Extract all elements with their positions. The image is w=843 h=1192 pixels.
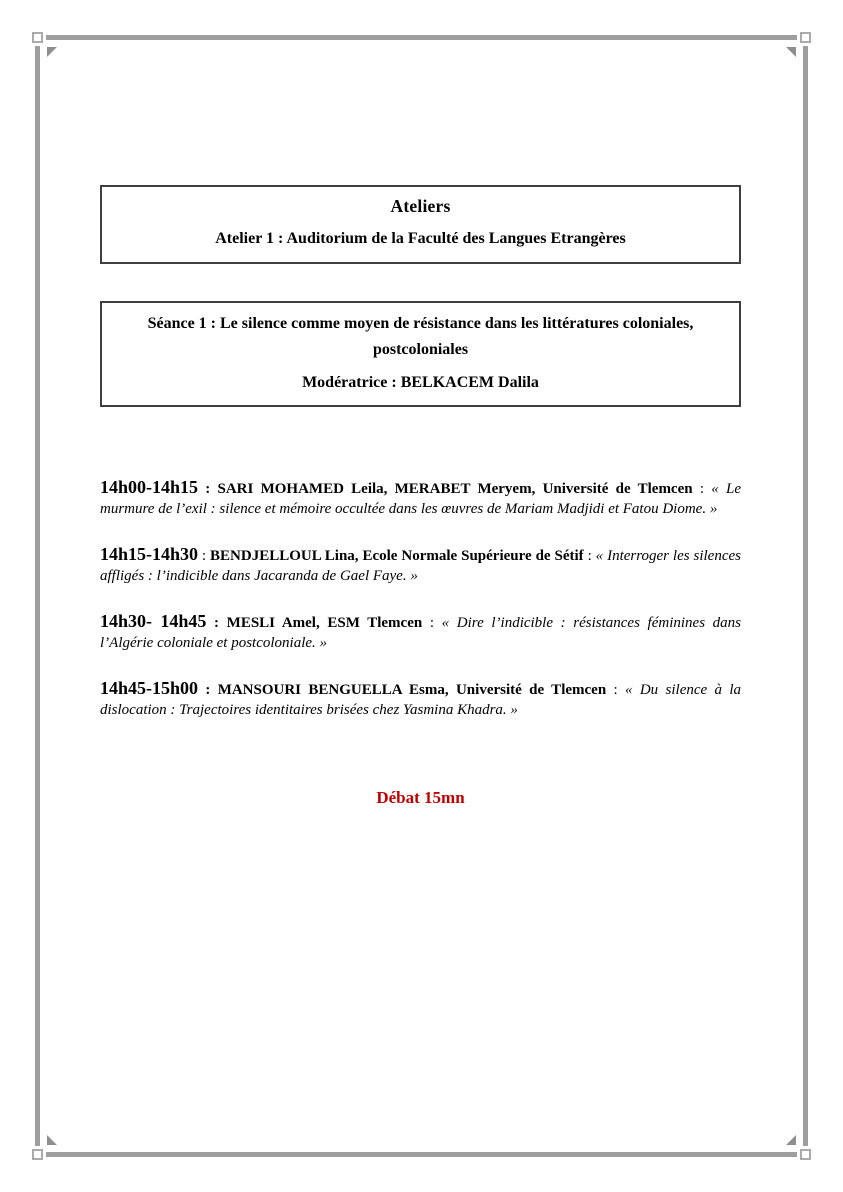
border-corner-triangle-top-left <box>47 47 57 57</box>
ateliers-header-box <box>100 185 741 264</box>
talk-separator: : <box>206 615 227 631</box>
debate-label: Débat 15mn <box>376 788 465 807</box>
talk-separator: : <box>198 481 218 497</box>
border-corner-square-bottom-right <box>800 1149 811 1160</box>
page-border-left <box>35 46 40 1146</box>
border-corner-triangle-bottom-left <box>47 1135 57 1145</box>
talk-speakers: MESLI Amel, ESM Tlemcen <box>226 615 423 631</box>
border-corner-triangle-bottom-right <box>786 1135 796 1145</box>
talk-separator: : <box>198 548 211 564</box>
border-corner-square-bottom-left <box>32 1149 43 1160</box>
document-content <box>100 0 741 808</box>
talk-separator: : <box>198 682 218 698</box>
talk-speakers: SARI MOHAMED Leila, MERABET Meryem, Université de Tlemcen <box>217 481 693 497</box>
page-border-bottom <box>46 1152 797 1157</box>
talk-time: 14h00-14h15 <box>100 477 199 497</box>
border-corner-square-top-left <box>32 32 43 43</box>
seance-1-moderator: Modératrice : BELKACEM Dalila <box>302 374 539 391</box>
talk-speakers: MANSOURI BENGUELLA Esma, Université de Tlemcen <box>217 682 607 698</box>
talk-time: 14h30- 14h45 <box>100 611 207 631</box>
talk-entry <box>100 477 741 519</box>
talk-entry <box>100 678 741 720</box>
talk-separator: : <box>583 548 596 564</box>
atelier-1-location: Atelier 1 : Auditorium de la Faculté des Langues Etrangères <box>215 230 626 247</box>
page-border-right <box>803 46 808 1146</box>
ateliers-title: Ateliers <box>390 196 451 216</box>
talk-title-quote: « Le murmure de l’exil : silence et mémoire occultée dans les œuvres de Mariam Madjidi et Fatou Diome. » <box>100 481 741 517</box>
border-corner-triangle-top-right <box>786 47 796 57</box>
seance-1-title: Séance 1 : Le silence comme moyen de résistance dans les littératures coloniales, postcoloniales <box>147 315 694 358</box>
talk-separator: : <box>692 481 712 497</box>
talk-title-quote: « Interroger les silences affligés : l’indicible dans Jacaranda de Gael Faye. » <box>100 548 741 584</box>
border-corner-square-top-right <box>800 32 811 43</box>
talk-speakers: BENDJELLOUL Lina, Ecole Normale Supérieure de Sétif <box>210 548 584 564</box>
talks-list <box>100 477 741 720</box>
talk-entry <box>100 544 741 586</box>
talk-separator: : <box>422 615 442 631</box>
talk-time: 14h45-15h00 <box>100 678 199 698</box>
talk-time: 14h15-14h30 <box>100 544 199 564</box>
talk-title-quote: « Dire l’indicible : résistances féminines dans l’Algérie coloniale et postcoloniale. » <box>100 615 742 651</box>
talk-title-quote: « Du silence à la dislocation : Trajectoires identitaires brisées chez Yasmina Khadra. » <box>100 682 741 718</box>
talk-entry <box>100 611 741 653</box>
talk-separator: : <box>606 682 626 698</box>
seance-1-box <box>100 301 741 407</box>
